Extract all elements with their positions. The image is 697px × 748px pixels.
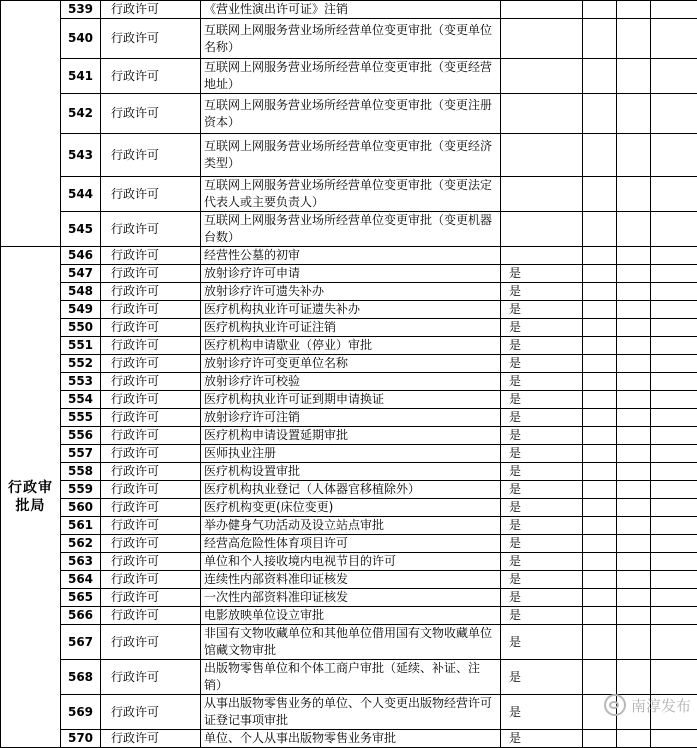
blank-cell [617,283,651,301]
table-row [1,94,697,134]
item-type: 行政许可 [101,19,201,59]
blank-cell [651,301,697,319]
row-number: 559 [61,481,101,499]
watermark-text: 南淳发布 [631,695,691,716]
blank-cell [583,391,617,409]
table-row [1,499,697,517]
item-flag: 是 [501,660,583,695]
blank-cell [651,212,697,247]
row-number: 563 [61,553,101,571]
blank-cell [617,1,651,19]
row-number: 544 [61,177,101,212]
item-flag: 是 [501,553,583,571]
table-row [1,265,697,283]
row-number: 569 [61,695,101,730]
table-row [1,481,697,499]
blank-cell [583,247,617,265]
item-flag: 是 [501,301,583,319]
item-type: 行政许可 [101,535,201,553]
item-name: 非国有文物收藏单位和其他单位借用国有文物收藏单位馆藏文物审批 [201,625,501,660]
item-flag: 是 [501,571,583,589]
item-name: 医疗机构申请设置延期审批 [201,427,501,445]
table-row [1,517,697,535]
row-number: 568 [61,660,101,695]
row-number: 552 [61,355,101,373]
table-row [1,553,697,571]
item-name: 互联网上网服务营业场所经营单位变更审批（变更单位名称） [201,19,501,59]
item-flag [501,134,583,177]
blank-cell [651,355,697,373]
blank-cell [583,571,617,589]
blank-cell [617,607,651,625]
item-type: 行政许可 [101,337,201,355]
blank-cell [583,409,617,427]
item-flag: 是 [501,391,583,409]
item-name: 互联网上网服务营业场所经营单位变更审批（变更法定代表人或主要负责人） [201,177,501,212]
item-name: 医师执业注册 [201,445,501,463]
blank-cell [617,337,651,355]
item-type: 行政许可 [101,499,201,517]
item-flag: 是 [501,337,583,355]
table-row [1,1,697,19]
blank-cell [651,283,697,301]
blank-cell [651,59,697,94]
item-flag [501,212,583,247]
blank-cell [617,59,651,94]
item-name: 举办健身气功活动及设立站点审批 [201,517,501,535]
item-flag [501,1,583,19]
row-number: 556 [61,427,101,445]
item-type: 行政许可 [101,409,201,427]
blank-cell [583,301,617,319]
item-type: 行政许可 [101,301,201,319]
row-number: 555 [61,409,101,427]
item-flag: 是 [501,607,583,625]
blank-cell [651,391,697,409]
blank-cell [583,337,617,355]
item-flag: 是 [501,517,583,535]
table-row [1,409,697,427]
item-flag: 是 [501,445,583,463]
item-flag: 是 [501,730,583,748]
table-row [1,319,697,337]
row-number: 542 [61,94,101,134]
item-name: 电影放映单位设立审批 [201,607,501,625]
blank-cell [583,607,617,625]
blank-cell [583,94,617,134]
table-row [1,571,697,589]
blank-cell [617,625,651,660]
blank-cell [651,134,697,177]
row-number: 548 [61,283,101,301]
blank-cell [617,301,651,319]
row-number: 558 [61,463,101,481]
blank-cell [617,177,651,212]
blank-cell [617,463,651,481]
blank-cell [617,247,651,265]
table-row [1,19,697,59]
blank-cell [617,517,651,535]
item-name: 放射诊疗许可遗失补办 [201,283,501,301]
table-row [1,212,697,247]
item-name: 放射诊疗许可申请 [201,265,501,283]
blank-cell [651,553,697,571]
item-name: 从事出版物零售业务的单位、个人变更出版物经营许可证登记事项审批 [201,695,501,730]
item-type: 行政许可 [101,265,201,283]
table-row [1,607,697,625]
row-number: 554 [61,391,101,409]
table-row [1,391,697,409]
item-name: 互联网上网服务营业场所经营单位变更审批（变更机器台数） [201,212,501,247]
item-type: 行政许可 [101,247,201,265]
blank-cell [583,212,617,247]
table-row [1,373,697,391]
table-row [1,247,697,265]
table-row [1,660,697,695]
item-flag: 是 [501,373,583,391]
blank-cell [617,391,651,409]
blank-cell [651,177,697,212]
item-type: 行政许可 [101,373,201,391]
blank-cell [583,660,617,695]
table-row [1,427,697,445]
item-type: 行政许可 [101,283,201,301]
blank-cell [583,373,617,391]
item-name: 一次性内部资料准印证核发 [201,589,501,607]
item-name: 互联网上网服务营业场所经营单位变更审批（变更注册资本） [201,94,501,134]
blank-cell [617,660,651,695]
blank-cell [583,625,617,660]
item-name: 放射诊疗许可注销 [201,409,501,427]
item-flag: 是 [501,625,583,660]
item-flag: 是 [501,265,583,283]
item-flag [501,177,583,212]
item-type: 行政许可 [101,355,201,373]
row-number: 543 [61,134,101,177]
item-flag [501,94,583,134]
blank-cell [617,19,651,59]
item-name: 连续性内部资料准印证核发 [201,571,501,589]
item-type: 行政许可 [101,625,201,660]
blank-cell [617,481,651,499]
blank-cell [651,625,697,660]
item-name: 经营高危险性体育项目许可 [201,535,501,553]
blank-cell [617,319,651,337]
blank-cell [617,355,651,373]
row-number: 550 [61,319,101,337]
item-type: 行政许可 [101,553,201,571]
item-flag: 是 [501,427,583,445]
item-flag: 是 [501,409,583,427]
blank-cell [583,499,617,517]
item-type: 行政许可 [101,660,201,695]
blank-cell [583,445,617,463]
blank-cell [617,553,651,571]
blank-cell [583,427,617,445]
item-type: 行政许可 [101,517,201,535]
blank-cell [651,589,697,607]
row-number: 562 [61,535,101,553]
item-name: 放射诊疗许可校验 [201,373,501,391]
blank-cell [583,535,617,553]
item-type: 行政许可 [101,59,201,94]
row-number: 565 [61,589,101,607]
item-name: 《营业性演出许可证》注销 [201,1,501,19]
watermark [604,694,691,716]
table-row [1,177,697,212]
item-flag: 是 [501,589,583,607]
row-number: 547 [61,265,101,283]
item-type: 行政许可 [101,463,201,481]
item-name: 放射诊疗许可变更单位名称 [201,355,501,373]
table-row [1,625,697,660]
row-number: 570 [61,730,101,748]
row-number: 539 [61,1,101,19]
blank-cell [651,463,697,481]
blank-cell [651,337,697,355]
blank-cell [651,535,697,553]
item-type: 行政许可 [101,445,201,463]
item-name: 医疗机构执业许可证注销 [201,319,501,337]
row-number: 566 [61,607,101,625]
item-type: 行政许可 [101,695,201,730]
table-row [1,301,697,319]
item-type: 行政许可 [101,94,201,134]
blank-cell [617,373,651,391]
blank-cell [583,517,617,535]
row-number: 541 [61,59,101,94]
item-name: 医疗机构执业许可证遗失补办 [201,301,501,319]
blank-cell [583,319,617,337]
item-name: 医疗机构执业许可证到期申请换证 [201,391,501,409]
item-type: 行政许可 [101,481,201,499]
blank-cell [583,1,617,19]
row-number: 560 [61,499,101,517]
table-row [1,337,697,355]
blank-cell [651,1,697,19]
item-type: 行政许可 [101,391,201,409]
blank-cell [651,607,697,625]
item-type: 行政许可 [101,589,201,607]
blank-cell [617,427,651,445]
table-row [1,283,697,301]
blank-cell [583,730,617,748]
item-flag: 是 [501,535,583,553]
item-flag [501,19,583,59]
item-type: 行政许可 [101,607,201,625]
table-row [1,589,697,607]
item-name: 医疗机构申请歇业（停业）审批 [201,337,501,355]
row-number: 546 [61,247,101,265]
item-type: 行政许可 [101,134,201,177]
blank-cell [651,247,697,265]
row-number: 545 [61,212,101,247]
table-row [1,445,697,463]
table-row [1,535,697,553]
blank-cell [651,19,697,59]
item-flag: 是 [501,463,583,481]
blank-cell [651,730,697,748]
table-row [1,695,697,730]
row-number: 553 [61,373,101,391]
blank-cell [617,730,651,748]
item-name: 单位和个人接收境内电视节目的许可 [201,553,501,571]
row-number: 549 [61,301,101,319]
blank-cell [583,355,617,373]
item-flag [501,247,583,265]
blank-cell [583,19,617,59]
blank-cell [583,265,617,283]
blank-cell [583,177,617,212]
blank-cell [583,134,617,177]
blank-cell [651,265,697,283]
item-type: 行政许可 [101,571,201,589]
wechat-icon [604,694,626,716]
table-row [1,355,697,373]
item-flag: 是 [501,481,583,499]
blank-cell [583,59,617,94]
blank-cell [651,427,697,445]
blank-cell [651,571,697,589]
blank-cell [583,553,617,571]
blank-cell [617,589,651,607]
department-cell: 行政审批局 [1,247,61,748]
item-flag: 是 [501,355,583,373]
blank-cell [583,481,617,499]
blank-cell [651,517,697,535]
item-name: 医疗机构变更(床位变更) [201,499,501,517]
table-row [1,463,697,481]
blank-cell [651,445,697,463]
row-number: 561 [61,517,101,535]
blank-cell [617,535,651,553]
blank-cell [617,445,651,463]
item-name: 医疗机构设置审批 [201,463,501,481]
blank-cell [617,499,651,517]
blank-cell [651,94,697,134]
blank-cell [651,499,697,517]
blank-cell [617,134,651,177]
item-type: 行政许可 [101,212,201,247]
row-number: 540 [61,19,101,59]
blank-cell [651,409,697,427]
row-number: 557 [61,445,101,463]
item-flag: 是 [501,283,583,301]
table-row [1,134,697,177]
blank-cell [583,589,617,607]
item-type: 行政许可 [101,427,201,445]
item-flag: 是 [501,319,583,337]
blank-cell [583,463,617,481]
item-flag: 是 [501,499,583,517]
blank-cell [617,409,651,427]
blank-cell [617,212,651,247]
blank-cell [651,481,697,499]
item-type: 行政许可 [101,730,201,748]
blank-cell [617,571,651,589]
item-name: 互联网上网服务营业场所经营单位变更审批（变更经营地址） [201,59,501,94]
item-type: 行政许可 [101,177,201,212]
item-flag: 是 [501,695,583,730]
row-number: 551 [61,337,101,355]
item-name: 互联网上网服务营业场所经营单位变更审批（变更经济类型） [201,134,501,177]
row-number: 567 [61,625,101,660]
blank-cell [617,94,651,134]
row-number: 564 [61,571,101,589]
item-flag [501,59,583,94]
department-cell-blank [1,1,61,247]
blank-cell [651,660,697,695]
blank-cell [583,283,617,301]
item-name: 医疗机构执业登记（人体器官移植除外） [201,481,501,499]
item-type: 行政许可 [101,1,201,19]
item-name: 单位、个人从事出版物零售业务审批 [201,730,501,748]
table-row [1,59,697,94]
blank-cell [651,319,697,337]
blank-cell [651,373,697,391]
item-name: 经营性公墓的初审 [201,247,501,265]
item-type: 行政许可 [101,319,201,337]
blank-cell [617,265,651,283]
table-row [1,730,697,748]
item-name: 出版物零售单位和个体工商户审批（延续、补证、注销） [201,660,501,695]
